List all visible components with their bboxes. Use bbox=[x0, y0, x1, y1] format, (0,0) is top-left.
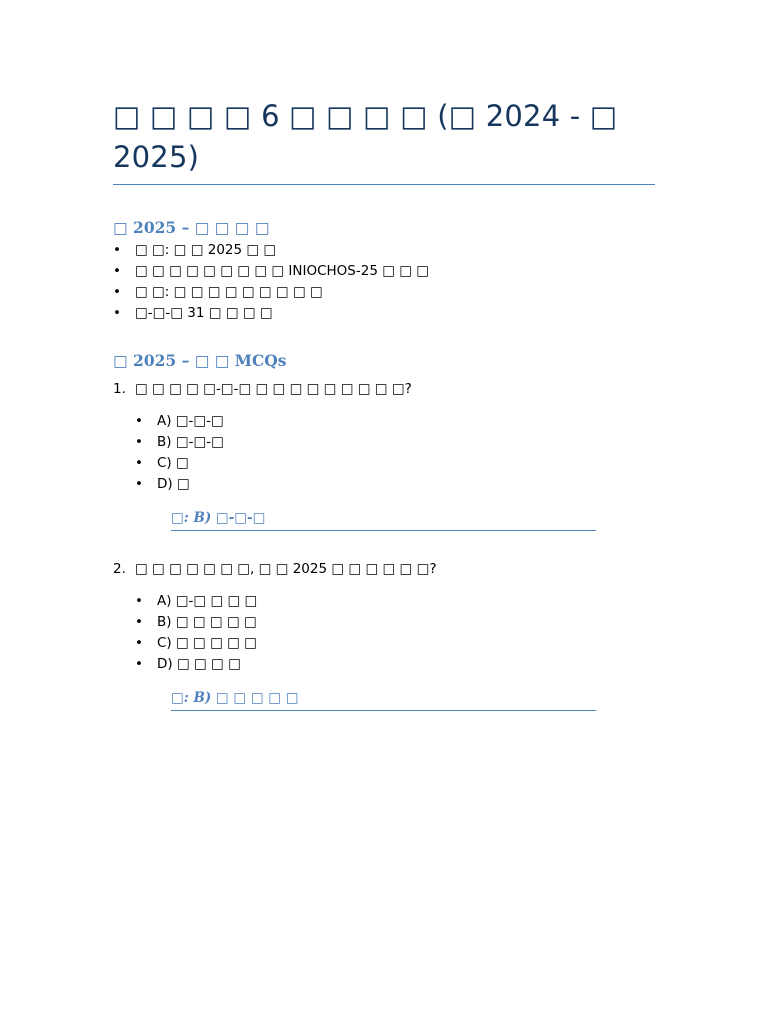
answer-1: □: B) □-□-□ bbox=[171, 508, 596, 531]
question-1-options bbox=[135, 411, 658, 494]
mcq-section bbox=[113, 351, 658, 711]
news-bullet-item: • □ □: □ □ □ □ □ □ □ □ □ bbox=[113, 282, 658, 302]
option-a: • A) □-□ □ □ □ bbox=[135, 591, 658, 611]
option-a: • A) □-□-□ bbox=[135, 411, 658, 431]
option-b: • B) □-□-□ bbox=[135, 432, 658, 452]
question-text: □ □ □ □ □-□-□ □ □ □ □ □ □ □ □ □? bbox=[135, 381, 412, 397]
question-text: □ □ □ □ □ □ □, □ □ 2025 □ □ □ □ □ □? bbox=[135, 561, 437, 577]
section-heading-news: □ 2025 – □ □ □ □ bbox=[113, 218, 270, 237]
option-b: • B) □ □ □ □ □ bbox=[135, 612, 658, 632]
news-bullet-item: • □-□-□ 31 □ □ □ □ bbox=[113, 303, 658, 323]
option-d: • D) □ bbox=[135, 474, 658, 494]
answer-2: □: B) □ □ □ □ □ bbox=[171, 688, 596, 711]
news-bullet-item: • □ □ □ □ □ □ □ □ □ INIOCHOS-25 □ □ □ bbox=[113, 261, 658, 281]
option-c: • C) □ □ □ □ □ bbox=[135, 633, 658, 653]
news-bullet-item: • □ □: □ □ 2025 □ □ bbox=[113, 240, 658, 260]
title-divider bbox=[113, 184, 655, 185]
question-1 bbox=[113, 379, 658, 399]
document-title: □ □ □ □ 6 □ □ □ □ (□ 2024 - □ 2025) bbox=[113, 99, 618, 174]
question-number: 2. bbox=[113, 561, 126, 577]
question-2-options bbox=[135, 591, 658, 674]
section-heading-mcqs: □ 2025 – □ □ MCQs bbox=[113, 351, 287, 370]
news-bullet-list bbox=[113, 240, 658, 323]
option-d: • D) □ □ □ □ bbox=[135, 654, 658, 674]
option-c: • C) □ bbox=[135, 453, 658, 473]
document-page bbox=[113, 96, 658, 711]
question-2 bbox=[113, 559, 658, 579]
question-number: 1. bbox=[113, 381, 126, 397]
